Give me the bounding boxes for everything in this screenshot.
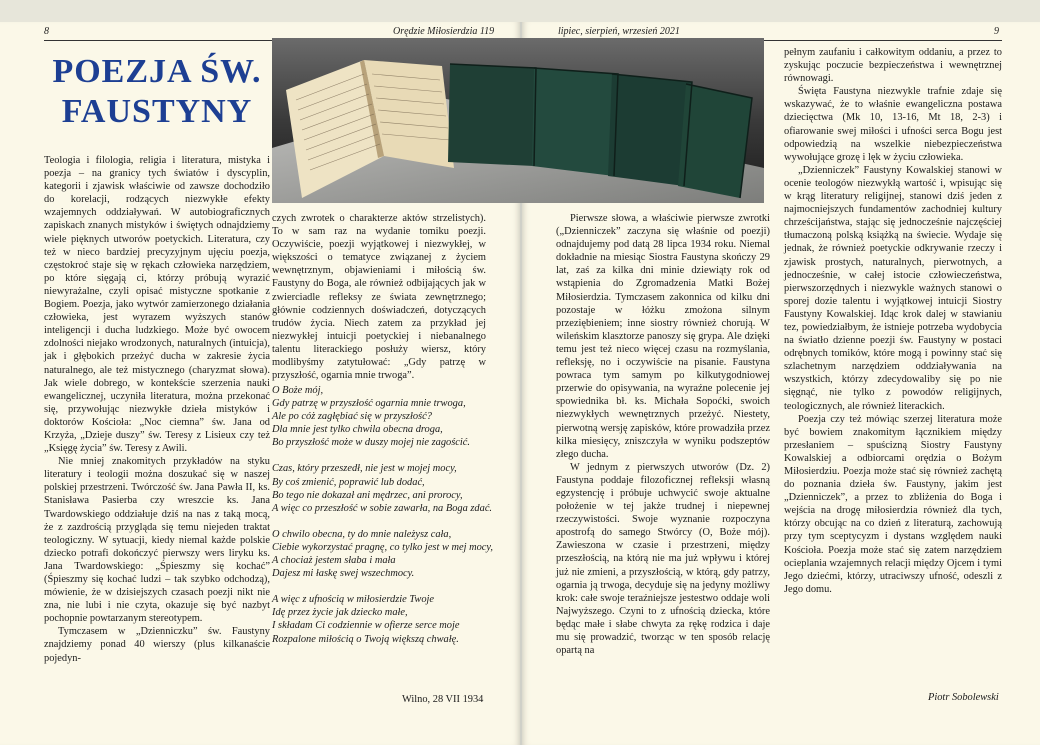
poem-stanza-3 (272, 528, 494, 580)
poem-line: A więc co przeszłość w sobie zawarła, na Boga zdać. (272, 502, 493, 514)
page-number-left: 8 (44, 26, 49, 37)
poem-line: Dla mnie jest tylko chwila obecna droga, (272, 424, 443, 436)
title-line-2: FAUSTYNY (61, 93, 253, 130)
paragraph: czych zwrotek o charakterze aktów strzelistych). To w sam raz na wydanie tomiku poezji. Oczywiście, poezji wyjątkowej i niezwykłej, w większości o tematyce związanej z życiem wewnętrznym, objawieniami i miłością św. Faustyny do Boga, ale również odbijających jak w zwierciadle refleksy ze świata zewnętrznego; głównie codziennych doświadczeń, dotyczących trudów życia. Niech zatem za przykład jej niezwykłej intuicji poetyckiej i niebanalnego talentu literackiego posłuży wiersz, który modlibyśmy zatytułować: „Gdy patrzę w przyszłość, ogarnia mnie trwoga”. (272, 213, 486, 382)
paragraph: Tymczasem w „Dzienniczku” św. Faustyny znajdziemy ponad 40 wierszy (plus kilkanaście pojedyn- (44, 626, 270, 664)
article-title (44, 52, 270, 132)
diary-notebooks-photo (272, 38, 764, 203)
poem-line: Czas, który przeszedł, nie jest w mojej mocy, (272, 463, 457, 475)
paragraph: W jednym z pierwszych utworów (Dz. 2) Faustyna poddaje filozoficznej refleksji własną egzystencję i próbuje uchwycić swoje aktualne położenie w tej jakże trudnej i niepewnej rzeczywistości. Swoje wyznanie rozpoczyna apostrofą do samego Stwórcy (O, Boże mój). Zawieszona w czasie i przestrzeni, między przeszłością, na którą nie ma już wpływu i której już nie zmieni, a przyszłością, w którą, gdy patrzy, ogarnia ją trwoga, decyduje się na jedyny możliwy krok: całe swoje teraźniejsze jestestwo oddaje woli Najwyższego. Czyni to z ufnością dziecka, które będąc małe i słabe chwyta za rękę rodzica i daje mu się prowadzić, tworząc w ten sposób relację opartą na (556, 461, 770, 657)
paragraph: pełnym zaufaniu i całkowitym oddaniu, a przez to zyskując poczucie bezpieczeństwa i wewnętrznej równowagi. (784, 47, 1002, 85)
poem-line: I składam Ci codziennie w ofierze serce moje (272, 620, 460, 632)
running-head-date: lipiec, sierpień, wrzesień 2021 (558, 26, 680, 37)
paragraph: Święta Faustyna niezwykle trafnie zdaje się wskazywać, że to właśnie ewangeliczna postawa dziecięctwa (Mk 10, 13-16, Mt 18, 2-3) i ofiarowanie swej miłości i ufności serca Bogu jest odpowiedzią na wszelkie niebezpieczeństwa wywołujące grozę i lęk w życiu człowieka. (784, 86, 1002, 163)
text-column-1 (44, 154, 270, 665)
poem-line: Rozpalone miłością o Twoją większą chwałę. (272, 633, 459, 645)
poem-place-date: Wilno, 28 VII 1934 (402, 694, 484, 705)
running-head-magazine: Orędzie Miłosierdzia 119 (393, 26, 495, 37)
poem-line: Bo tego nie dokazał ani mędrzec, ani prorocy, (272, 489, 463, 501)
poem-line: Dajesz mi łaskę swej wszechmocy. (272, 568, 415, 580)
title-line-1: POEZJA ŚW. (52, 53, 262, 90)
poem-line: Ale po cóż zagłębiać się w przyszłość? (272, 411, 432, 423)
text-column-2 (272, 212, 486, 382)
poem-line: A więc z ufnością w miłosierdzie Twoje (272, 594, 435, 606)
text-column-4 (784, 46, 1002, 596)
text-column-3 (556, 212, 770, 657)
paragraph: Pierwsze słowa, a właściwie pierwsze zwrotki („Dzienniczek” zaczyna się właśnie od poezji) odnajdujemy pod datą 28 lipca 1934 roku. Niemal dokładnie na miesiąc Siostra Faustyna skończy 29 lat, zaś za kilka dni minie dziewiąty rok od wstąpienia do Zgromadzenia Matki Bożej Miłosierdzia. Tymczasem zakonnica od kilku dni pozostaje w łóżku zmożona silnym przeziębieniem; inne siostry również chorują. W wileńskim klasztorze panoszy się grypa. Ale dzięki temu jest też nieco więcej czasu na rozmyślania, refleksję, no i oczywiście na pisanie. Faustyna powraca tym samym po kilkutygodniowej przerwie do opisywania, na wyraźne polecenie jej spowiednika bł. ks. Michała Sopoćki, swoich niezwykłych wewnętrznych przeżyć. Niestety, pierwotną wersję zapisków, które prowadziła przez kilka miesięcy, zniszczyła w wyniku podszeptów złego ducha. (556, 213, 770, 460)
poem-stanza-2 (272, 462, 493, 514)
notebooks-illustration (272, 38, 764, 203)
paragraph: Nie mniej znakomitych przykładów na styku literatury i teologii można doszukać się w naszej polskiej przestrzeni. Twórczość św. Jana Pawła II, ks. Stanisława Pasierba czy wreszcie ks. Jana Twardowskiego oddziałuje dziś na nas z taką mocą, że z zazdrością przygląda się temu niejeden traktat teologiczny. W sytuacji, kiedy niemal każde polskie dziecko potrafi dokończyć pierwszy wers liryku ks. Jana Twardowskiego: „Śpieszmy się kochać” (Śpieszmy się kochać ludzi – tak szybko odchodzą), mówienie, że w dzisiejszych czasach poezji nikt nie zna, nie lubi i nie czyta, okazuje się być nazbyt pochopnie powtarzanym stereotypem. (44, 456, 270, 625)
poem-line: Idę przez życie jak dziecko małe, (272, 607, 408, 619)
poem-stanza-1 (272, 384, 486, 449)
viewer-top-bar (0, 0, 1040, 22)
paragraph: „Dzienniczek” Faustyny Kowalskiej stanowi w ocenie teologów niezwykłą wartość i, wpisując się w krąg literatury religijnej, stanowi dziś jeden z najmocniejszych fundamentów zachodniej kultury chrześcijaństwa, stając się jednocześnie najczęściej tłumaczoną polską książką na świecie. Wydaje się jednak, że również poetyckie odkrywanie rzeczy i zjawisk prostych, naturalnych, pierwotnych, a jednocześnie, w całej istocie człowieczeństwa, pierwszorzędnych i niezwykle ważnych stanowi o sporej dozie talentu i wyjątkowej intuicji Siostry Faustyny Kowalskiej. Idąc krok dalej w stawianiu tez, powiedziałbym, że istnieje potrzeba wydobycia na światło dzienne poezji św. Faustyny w postaci odrębnych tomików, które mogą i powinny stać się szlachetnym narzędziem oddziaływania na wszystkich, którzy zdecydowaliby się po nie sięgnąć, nie tylko z powodów religijnych, teologicznych, ale również literackich. (784, 164, 1002, 412)
paragraph: Poezja czy też mówiąc szerzej literatura może być bowiem znakomitym łącznikiem między przesłaniem – spuścizną Siostry Faustyny Kowalskiej a odbiorcami orędzia o Bożym Miłosierdziu. Poezja może stać się również zachętą do poznania dzieła św. Faustyny, jakim jest „Dzienniczek”, a przez to zbliżenia do Boga i wejścia na drogę miłosierdzia również dla tych, którzy obcując na co dzień z literaturą, zachowują przy tym sceptycyzm i dystans względem nauki Kościoła. Poezja może stać się zatem narzędziem ocieplania wzajemnych relacji między Ojcem i tymi Jego dziećmi, którzy, utraciwszy ufność, odeszli z Jego domu. (784, 413, 1002, 595)
poem (272, 384, 494, 659)
poem-line: By coś zmienić, poprawić lub dodać, (272, 476, 425, 488)
poem-line: A chociaż jestem słaba i mała (272, 555, 396, 567)
poem-line: Gdy patrzę w przyszłość ogarnia mnie trwoga, (272, 398, 466, 410)
page-number-right: 9 (994, 26, 999, 37)
poem-line: Bo przyszłość może w duszy mojej nie zagościć. (272, 437, 470, 449)
poem-line: O Boże mój, (272, 385, 324, 396)
poem-line: Ciebie wykorzystać pragnę, co tylko jest w mej mocy, (272, 541, 494, 553)
poem-stanza-4 (272, 593, 486, 645)
poem-line: O chwilo obecna, ty do mnie należysz cała, (272, 528, 452, 540)
author-signature: Piotr Sobolewski (928, 692, 999, 703)
paragraph: Teologia i filologia, religia i literatura, mistyka i poezja – na granicy tych światów i dyscyplin, kategorii i zjawisk właściwie od zawsze dochodziło do korelacji, rodzących niezwykłe efekty wzajemnych oddziaływań. W autobiograficznych zapiskach znanych mistyków i świętych odnajdziemy wiele pięknych utworów poetyckich. Literatura, czy też w nieco bardziej precyzyjnym ujęciu poezja, częstokroć staje się w rękach człowieka narzędziem, po które sięgają ci, którzy próbują wyrazić niewyrażalne, czyli opisać mistyczne spotkanie z Bogiem. Poezja, jako wytwór zamierzonego działania człowieka, jest wyrazem wyższych stanów inteligencji i ducha ludzkiego. Może być owocem zdolności niejako wrodzonych, naturalnych (intuicja), jak i głębokich przeżyć ducha w zakresie życia naturalnego, ale też mistycznego (charyzmat słowa). Jak wiele dobrego, w kontekście szerzenia nauki ewangelicznej, uczyniła literatura, można przekonać się, przywołując niezwykłe dzieła mistyków i doktorów Kościoła: „Noc ciemna” św. Jana od Krzyża, „Dzieje duszy” św. Teresy z Lisieux czy też „Księgę życia” św. Teresy z Awili. (44, 155, 270, 455)
